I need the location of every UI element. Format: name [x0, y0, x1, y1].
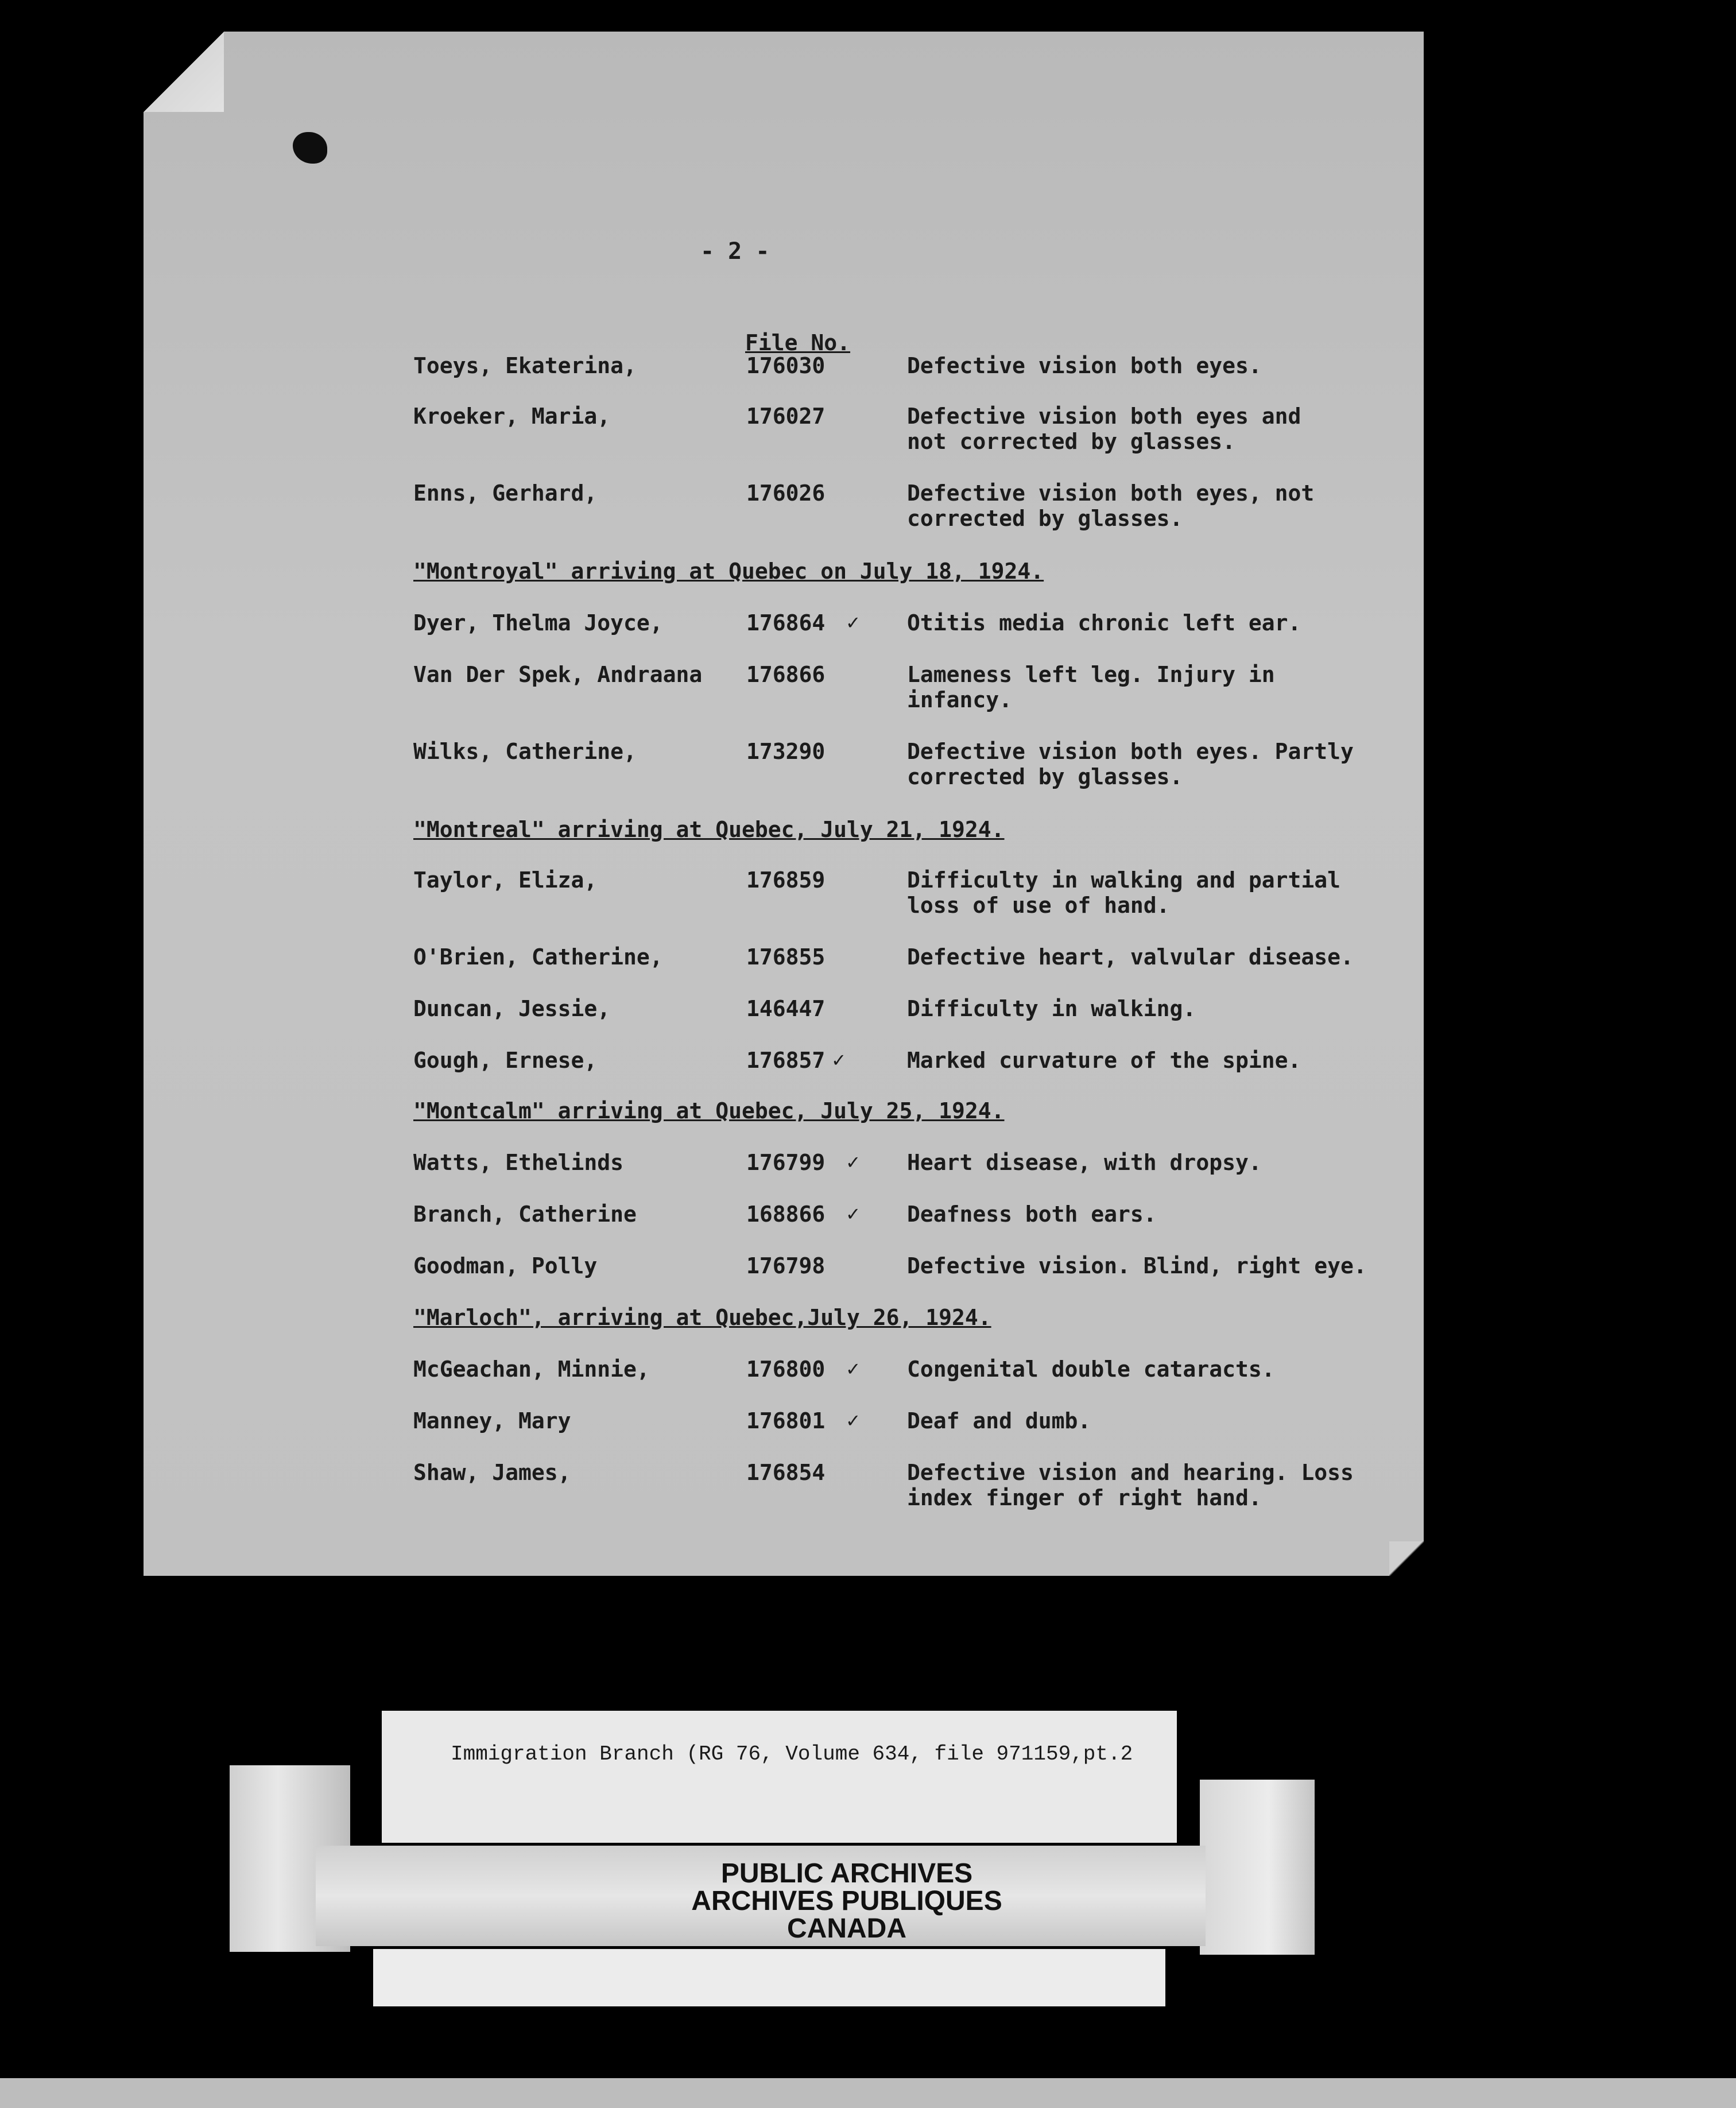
ship-heading: "Montreal" arriving at Quebec, July 21, 1924.	[413, 817, 1005, 842]
entry-name: McGeachan, Minnie,	[413, 1357, 650, 1382]
entry-file-no: 176798	[746, 1253, 826, 1278]
check-mark-icon: ✓	[847, 1202, 859, 1226]
entry-name: Branch, Catherine	[413, 1202, 637, 1227]
page-number: - 2 -	[700, 238, 770, 265]
entry-name: Wilks, Catherine,	[413, 739, 637, 764]
check-mark-icon: ✓	[847, 1409, 859, 1432]
stamp-line-3: CANADA	[787, 1913, 906, 1944]
check-mark-icon: ✓	[847, 611, 859, 634]
entry-name: Shaw, James,	[413, 1460, 571, 1485]
entry-file-no: 176854	[746, 1460, 826, 1485]
entry-description: Deaf and dumb.	[907, 1408, 1091, 1433]
entry-name: Enns, Gerhard,	[413, 480, 598, 506]
entry-file-no: 176799	[746, 1150, 826, 1175]
check-mark-icon: ✓	[832, 1048, 845, 1072]
archives-stamp	[316, 1846, 1206, 1946]
punch-hole	[293, 132, 327, 164]
entry-description: Defective heart, valvular disease.	[907, 944, 1354, 970]
entry-file-no: 173290	[746, 739, 826, 764]
file-no-header: File No.	[745, 330, 851, 355]
folded-corner-bottom	[1389, 1541, 1424, 1576]
ship-heading: "Montcalm" arriving at Quebec, July 25, 1924.	[413, 1098, 1005, 1123]
entry-name: Toeys, Ekaterina,	[413, 353, 637, 378]
entry-file-no: 176026	[746, 480, 826, 506]
ship-heading: "Montroyal" arriving at Quebec on July 18, 1924.	[413, 559, 1044, 584]
citation-slip	[382, 1711, 1177, 1843]
citation-slip-bottom	[373, 1949, 1165, 2006]
entry-file-no: 146447	[746, 996, 826, 1021]
ship-heading: "Marloch", arriving at Quebec,July 26, 1924.	[413, 1305, 991, 1330]
entry-description: Defective vision both eyes and not corrected by glasses.	[907, 404, 1301, 454]
entry-file-no: 176800	[746, 1357, 826, 1382]
entry-file-no: 176030	[746, 353, 826, 378]
entry-name: Watts, Ethelinds	[413, 1150, 624, 1175]
document-page	[144, 32, 1424, 1576]
entry-name: Van Der Spek, Andraana	[413, 662, 703, 687]
entry-description: Defective vision both eyes, not corrected by glasses.	[907, 480, 1315, 531]
check-mark-icon: ✓	[847, 1357, 859, 1381]
entry-name: Manney, Mary	[413, 1408, 571, 1433]
film-edge	[0, 2078, 1736, 2108]
tape-right	[1200, 1780, 1315, 1955]
citation-text: Immigration Branch (RG 76, Volume 634, file 971159,pt.2	[451, 1742, 1133, 1766]
folded-corner	[144, 32, 224, 112]
entry-file-no: 176866	[746, 662, 826, 687]
entry-description: Defective vision and hearing. Loss index finger of right hand.	[907, 1460, 1354, 1510]
entry-description: Defective vision. Blind, right eye.	[907, 1253, 1367, 1278]
entry-description: Otitis media chronic left ear.	[907, 610, 1301, 636]
entry-description: Defective vision both eyes.	[907, 353, 1262, 378]
entry-name: Gough, Ernese,	[413, 1048, 598, 1073]
entry-description: Lameness left leg. Injury in infancy.	[907, 662, 1275, 712]
entry-file-no: 176855	[746, 944, 826, 970]
entry-description: Heart disease, with dropsy.	[907, 1150, 1262, 1175]
entry-description: Difficulty in walking.	[907, 996, 1196, 1021]
entry-file-no: 168866	[746, 1202, 826, 1227]
entry-name: O'Brien, Catherine,	[413, 944, 663, 970]
entry-description: Defective vision both eyes. Partly corrected by glasses.	[907, 739, 1354, 789]
entry-file-no: 176859	[746, 867, 826, 893]
stamp-line-1: PUBLIC ARCHIVES	[720, 1858, 973, 1889]
stamp-line-2: ARCHIVES PUBLIQUES	[691, 1886, 1002, 1916]
entry-description: Deafness both ears.	[907, 1202, 1157, 1227]
entry-file-no: 176027	[746, 404, 826, 429]
entry-description: Marked curvature of the spine.	[907, 1048, 1301, 1073]
entry-name: Dyer, Thelma Joyce,	[413, 610, 663, 636]
entry-name: Taylor, Eliza,	[413, 867, 598, 893]
entry-name: Duncan, Jessie,	[413, 996, 611, 1021]
entry-description: Difficulty in walking and partial loss of use of hand.	[907, 867, 1340, 918]
entry-file-no: 176857	[746, 1048, 826, 1073]
check-mark-icon: ✓	[847, 1150, 859, 1174]
entry-description: Congenital double cataracts.	[907, 1357, 1275, 1382]
archive-label	[230, 1711, 1315, 2009]
entry-file-no: 176864	[746, 610, 826, 636]
entry-name: Goodman, Polly	[413, 1253, 598, 1278]
entry-file-no: 176801	[746, 1408, 826, 1433]
entry-name: Kroeker, Maria,	[413, 404, 611, 429]
